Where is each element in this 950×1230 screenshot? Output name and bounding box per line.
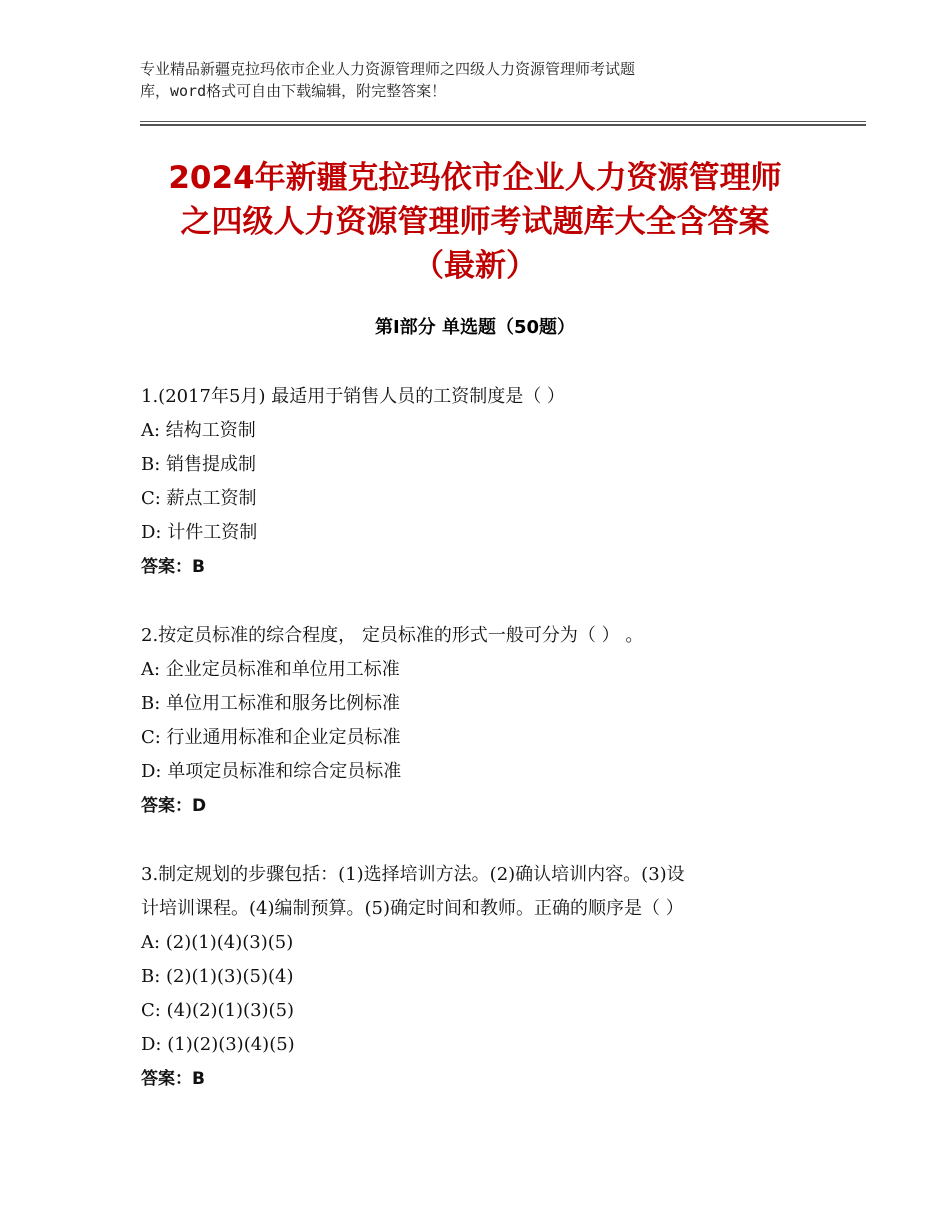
answer-line: 答案：D [141, 796, 207, 816]
question-stem-continued: 计培训课程。(4)编制预算。(5)确定时间和教师。正确的顺序是（ ） [141, 898, 684, 919]
question-item [141, 619, 821, 823]
title-line: 2024年新疆克拉玛依市企业人力资源管理师 [168, 160, 782, 196]
option-c: C: 薪点工资制 [141, 488, 257, 509]
section-heading: 第Ⅰ部分 单选题（50题） [374, 317, 575, 338]
header-divider [140, 121, 866, 126]
question-item [141, 858, 821, 1096]
option-b: B: (2)(1)(3)(5)(4) [141, 966, 294, 987]
option-b: B: 销售提成制 [141, 454, 257, 475]
option-d: D: 计件工资制 [141, 522, 258, 543]
option-b: B: 单位用工标准和服务比例标准 [141, 693, 401, 714]
option-c: C: (4)(2)(1)(3)(5) [141, 1000, 295, 1021]
option-a: A: 企业定员标准和单位用工标准 [141, 659, 400, 680]
question-stem: 1.(2017年5月) 最适用于销售人员的工资制度是（ ） [141, 386, 565, 407]
option-a: A: 结构工资制 [141, 420, 256, 441]
option-a: A: (2)(1)(4)(3)(5) [141, 932, 294, 953]
option-d: D: 单项定员标准和综合定员标准 [141, 761, 402, 782]
title-line: （最新） [413, 248, 537, 284]
option-c: C: 行业通用标准和企业定员标准 [141, 727, 401, 748]
header-note [140, 58, 780, 102]
header-note-line: 专业精品新疆克拉玛依市企业人力资源管理师之四级人力资源管理师考试题 [140, 60, 636, 78]
document-title [120, 156, 830, 288]
question-item [141, 380, 821, 584]
option-d: D: (1)(2)(3)(4)(5) [141, 1034, 295, 1055]
question-stem: 2.按定员标准的综合程度， 定员标准的形式一般可分为（ ） 。 [141, 625, 644, 646]
question-stem: 3.制定规划的步骤包括：(1)选择培训方法。(2)确认培训内容。(3)设 [141, 864, 685, 885]
answer-line: 答案：B [141, 1069, 205, 1089]
title-line: 之四级人力资源管理师考试题库大全含答案 [180, 204, 770, 240]
header-note-line: 库，word格式可自由下载编辑，附完整答案！ [140, 82, 447, 100]
answer-line: 答案：B [141, 557, 205, 577]
